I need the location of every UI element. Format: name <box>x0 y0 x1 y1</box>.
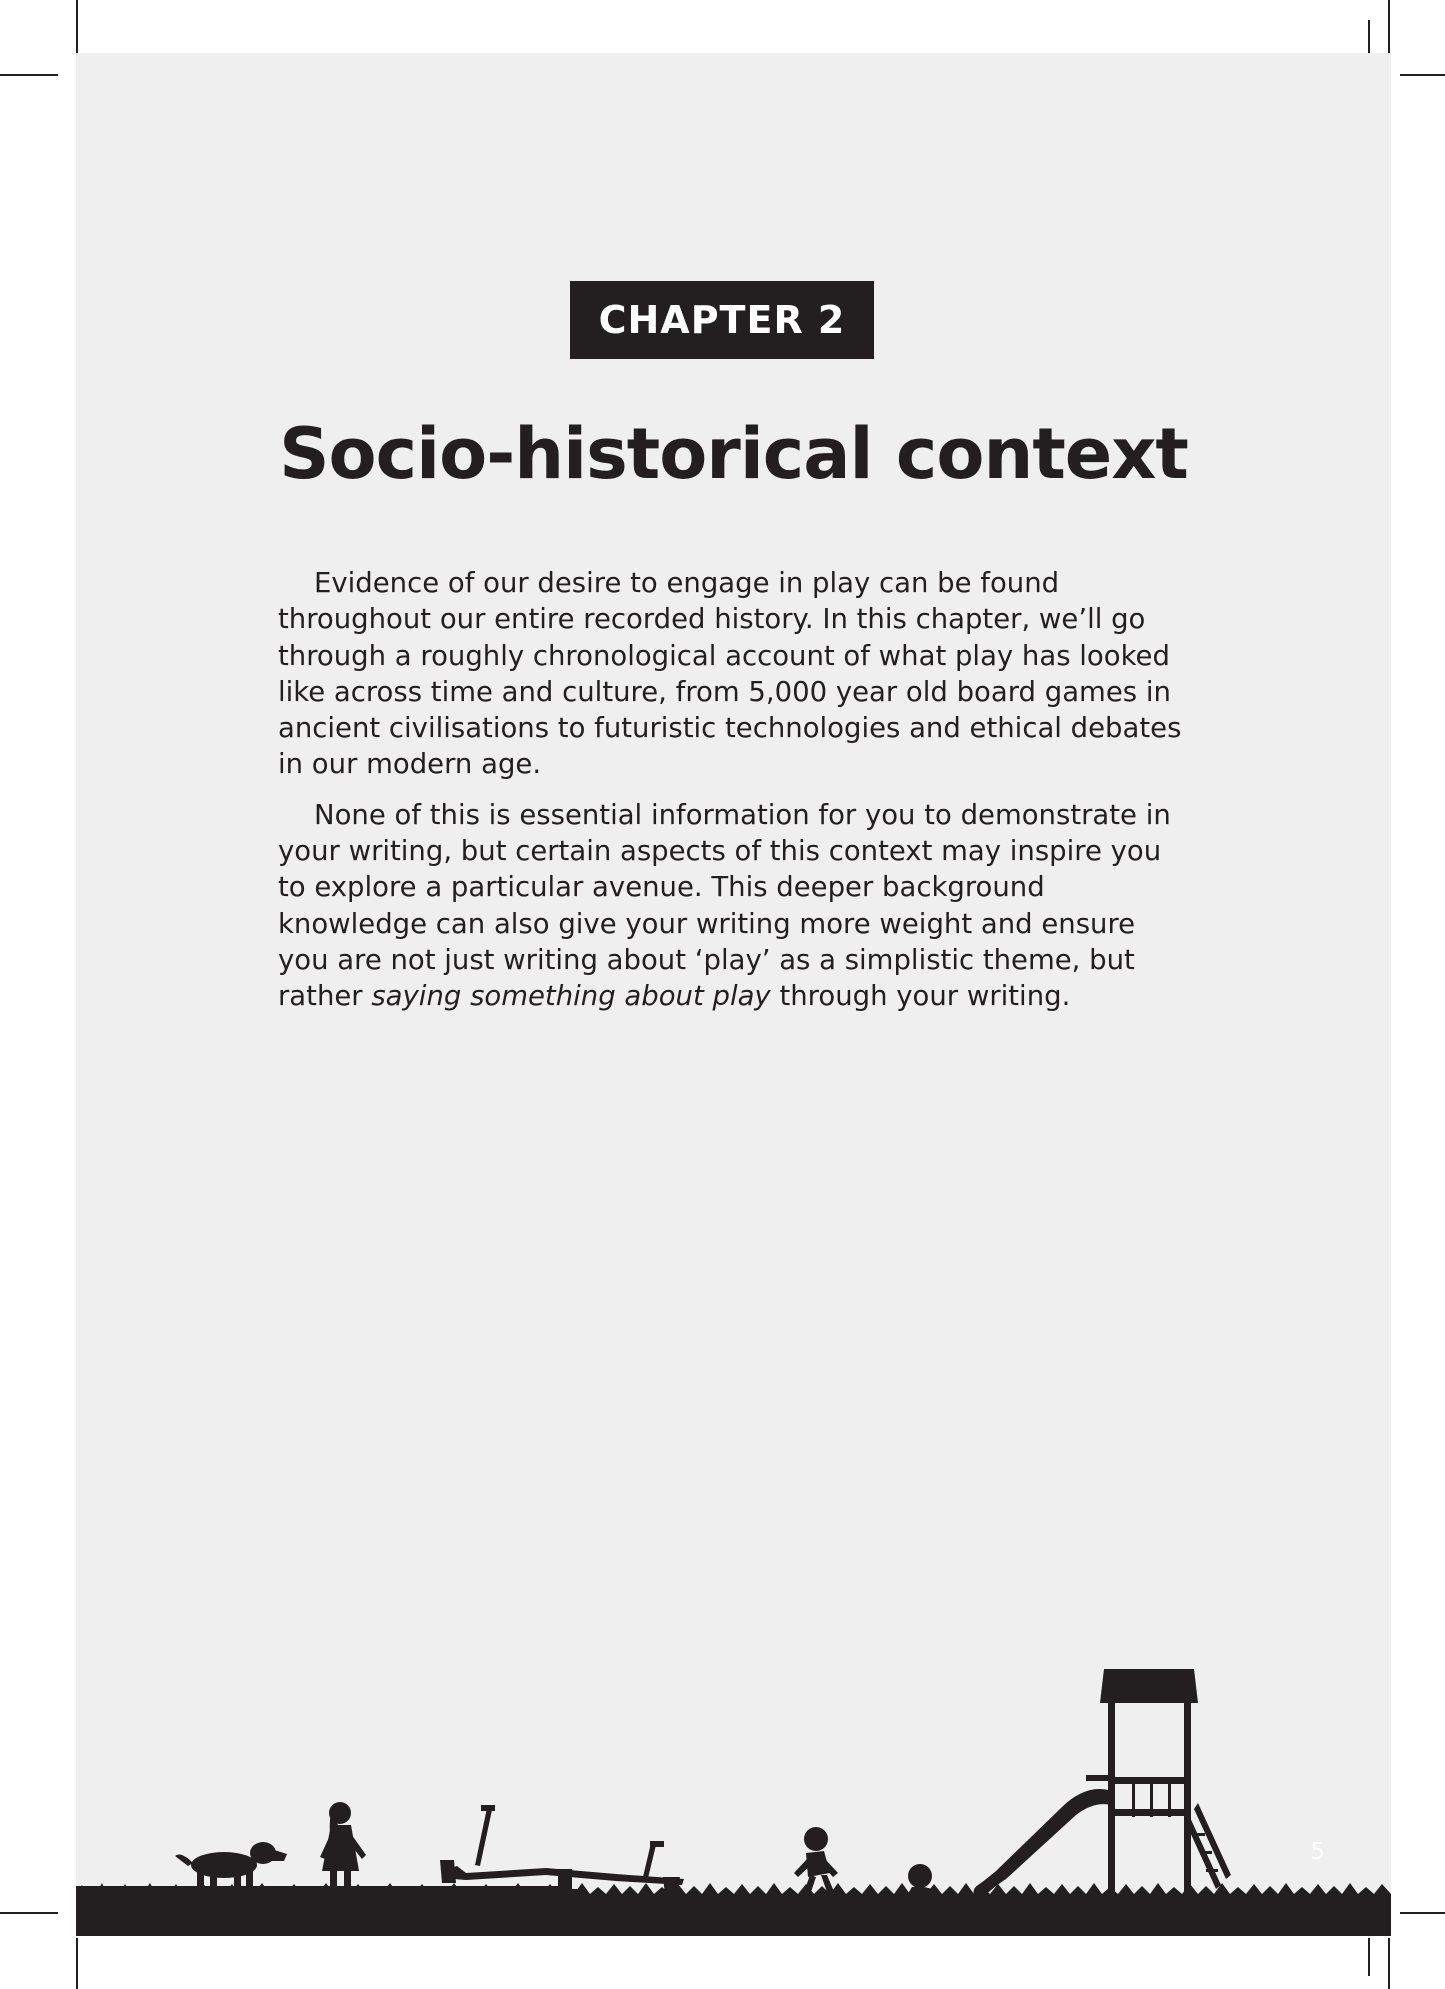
page-number: 5 <box>1310 1839 1325 1865</box>
paragraph-2-text-before: None of this is essential information for you to demonstrate in your writing, but certain aspects of this context may inspire you to explore a particular avenue. This deeper background knowledge can also give your writing more weight and ensure you are not just writing about ‘play’ as a simplistic theme, but rather <box>278 798 1171 1013</box>
slide-tower-icon <box>974 1669 1232 1895</box>
chapter-label: CHAPTER 2 <box>570 281 874 359</box>
crop-mark <box>1400 74 1445 76</box>
running-child-icon <box>794 1827 838 1895</box>
playground-illustration <box>76 1553 1391 1936</box>
crop-mark <box>76 1938 78 1989</box>
paragraph-2 <box>278 797 1188 1015</box>
crop-mark <box>76 0 78 58</box>
paragraph-2-emphasis: saying something about play <box>371 980 771 1013</box>
page-title: Socio-historical context <box>279 413 1188 495</box>
seesaw-icon <box>440 1805 684 1895</box>
crop-mark <box>1388 1938 1390 1989</box>
body-text <box>278 565 1188 1029</box>
paragraph-1: Evidence of our desire to engage in play can be found throughout our entire recorded history. In this chapter, we’ll go through a roughly chronological account of what play has looked like across time and culture, from 5,000 year old board games in ancient civilisations to futuristic technologies and ethical debates in our modern age. <box>278 567 1182 781</box>
girl-icon <box>320 1802 366 1894</box>
crop-mark <box>1368 1938 1370 1976</box>
crop-mark <box>0 74 58 76</box>
sitting-child-icon <box>883 1864 942 1903</box>
page <box>76 53 1391 1936</box>
crop-mark <box>0 1912 58 1914</box>
crop-mark <box>1400 1912 1445 1914</box>
paragraph-2-text-after: through your writing. <box>770 980 1071 1013</box>
crop-mark <box>1388 0 1390 58</box>
